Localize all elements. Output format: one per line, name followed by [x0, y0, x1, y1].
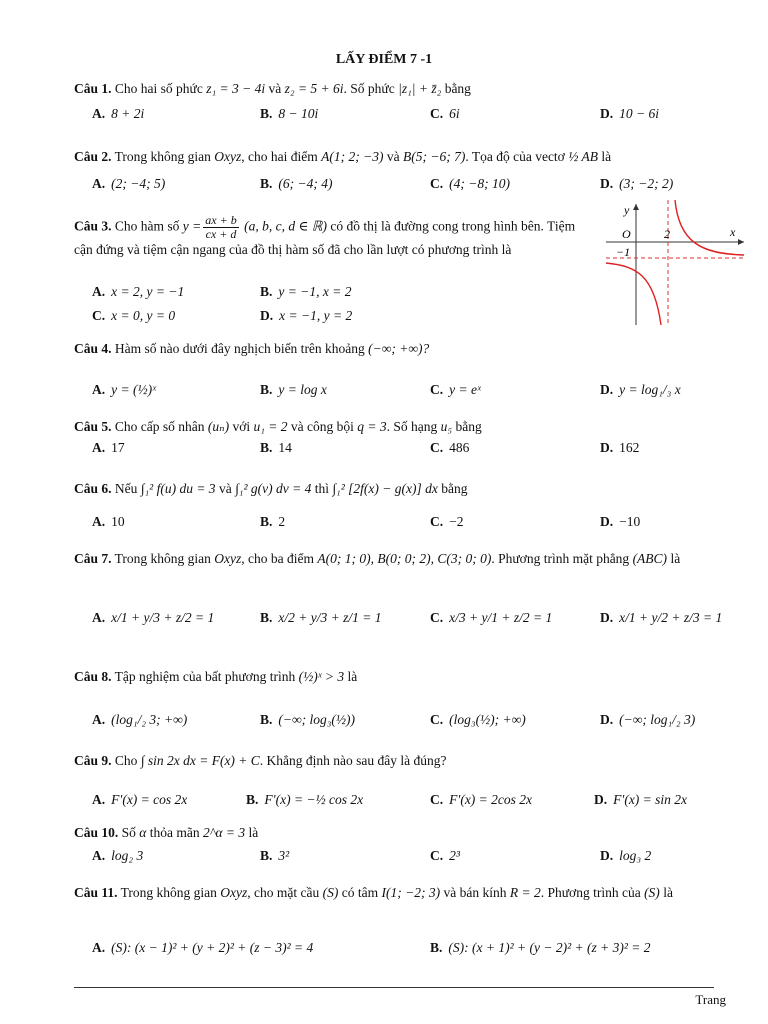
question-3: Câu 3. Cho hàm số y = $\frac{ax + b}{cx + d}$ (a, b, c, d ∈ ℝ) có đồ thị là đường cong trong hình bên. Tiệm cận đứng và tiệm cận ngang của đồ thị hàm số đã cho lần lượt có phương trình là — [74, 213, 576, 257]
question-10: Câu 10. Số α thỏa mãn 2^α = 3 là — [74, 825, 259, 840]
q6-option-c[interactable]: C. −2 — [430, 514, 464, 529]
q7-option-d[interactable]: D. x/1 + y/2 + z/3 = 1 — [600, 610, 723, 625]
question-1: Câu 1. Cho hai số phức z₁ = 3 − 4i và z₂ = 5 + 6i. Số phức |z₁| + z̄₂ bằng — [74, 81, 471, 96]
q1-option-d[interactable]: D. 10 − 6i — [600, 106, 659, 121]
q1-option-c[interactable]: C. 6i — [430, 106, 460, 121]
question-11: Câu 11. Trong không gian Oxyz, cho mặt cầu (S) có tâm I(1; −2; 3) và bán kính R = 2. Phương trình của (S) là — [74, 885, 673, 900]
question-2: Câu 2. Trong không gian Oxyz, cho hai điểm A(1; 2; −3) và B(5; −6; 7). Tọa độ của vectơ ½ AB là — [74, 149, 612, 164]
graph-y-label: y — [624, 203, 630, 217]
q2-option-a[interactable]: A. (2; −4; 5) — [92, 176, 166, 191]
graph-x-label: x — [730, 225, 736, 239]
q8-option-d[interactable]: D. (−∞; log₁/₂ 3) — [600, 712, 696, 727]
graph-y-tick: −1 — [616, 245, 631, 259]
q10-option-d[interactable]: D. log₃ 2 — [600, 848, 652, 863]
q1-option-b[interactable]: B. 8 − 10i — [260, 106, 319, 121]
q3-option-a[interactable]: A. x = 2, y = −1 — [92, 284, 185, 299]
q8-option-b[interactable]: B. (−∞; log₃(½)) — [260, 712, 356, 727]
question-6: Câu 6. Nếu ∫₁² f(u) du = 3 và ∫₁² g(v) dv = 4 thì ∫₁² [2f(x) − g(x)] dx bằng — [74, 481, 468, 496]
q2-option-b[interactable]: B. (6; −4; 4) — [260, 176, 333, 191]
q3-option-d[interactable]: D. x = −1, y = 2 — [260, 308, 353, 323]
q10-option-c[interactable]: C. 2³ — [430, 848, 460, 863]
footer-divider — [74, 987, 714, 988]
q10-option-b[interactable]: B. 3² — [260, 848, 290, 863]
question-4: Câu 4. Hàm số nào dưới đây nghịch biến trên khoảng (−∞; +∞)? — [74, 341, 430, 356]
q5-option-b[interactable]: B. 14 — [260, 440, 292, 455]
page-footer: Trang — [695, 992, 726, 1007]
q4-option-c[interactable]: C. y = eˣ — [430, 382, 481, 397]
q9-option-d[interactable]: D. F′(x) = sin 2x — [594, 792, 688, 807]
q8-option-c[interactable]: C. (log₃(½); +∞) — [430, 712, 526, 727]
q6-option-b[interactable]: B. 2 — [260, 514, 286, 529]
q6-option-d[interactable]: D. −10 — [600, 514, 641, 529]
q2-option-d[interactable]: D. (3; −2; 2) — [600, 176, 674, 191]
question-7: Câu 7. Trong không gian Oxyz, cho ba điểm A(0; 1; 0), B(0; 0; 2), C(3; 0; 0). Phương trình mặt phẳng (ABC) là — [74, 551, 681, 566]
question-8: Câu 8. Tập nghiệm của bất phương trình (½)ˣ > 3 là — [74, 669, 358, 684]
q10-option-a[interactable]: A. log₂ 3 — [92, 848, 144, 863]
question-9: Câu 9. Cho ∫ sin 2x dx = F(x) + C. Khẳng định nào sau đây là đúng? — [74, 753, 447, 768]
graph-origin: O — [622, 227, 631, 241]
q7-option-a[interactable]: A. x/1 + y/3 + z/2 = 1 — [92, 610, 215, 625]
q4-option-b[interactable]: B. y = log x — [260, 382, 327, 397]
graph-x-tick: 2 — [664, 227, 670, 241]
q7-option-b[interactable]: B. x/2 + y/3 + z/1 = 1 — [260, 610, 382, 625]
q7-option-c[interactable]: C. x/3 + y/1 + z/2 = 1 — [430, 610, 553, 625]
q3-option-c[interactable]: C. x = 0, y = 0 — [92, 308, 176, 323]
q5-option-a[interactable]: A. 17 — [92, 440, 125, 455]
q5-option-d[interactable]: D. 162 — [600, 440, 640, 455]
q3-graph — [606, 200, 746, 325]
q4-option-a[interactable]: A. y = (½)ˣ — [92, 382, 156, 397]
q11-option-b[interactable]: B. (S): (x + 1)² + (y − 2)² + (z + 3)² = 2 — [430, 940, 651, 955]
q9-option-a[interactable]: A. F′(x) = cos 2x — [92, 792, 188, 807]
q2-option-c[interactable]: C. (4; −8; 10) — [430, 176, 510, 191]
q1-option-a[interactable]: A. 8 + 2i — [92, 106, 145, 121]
q6-option-a[interactable]: A. 10 — [92, 514, 125, 529]
q5-option-c[interactable]: C. 486 — [430, 440, 470, 455]
q11-option-a[interactable]: A. (S): (x − 1)² + (y + 2)² + (z − 3)² = 4 — [92, 940, 314, 955]
q4-option-d[interactable]: D. y = log₁/₃ x — [600, 382, 681, 397]
question-5: Câu 5. Cho cấp số nhân (uₙ) với u₁ = 2 và công bội q = 3. Số hạng u₅ bằng — [74, 419, 482, 434]
page-title: LẤY ĐIỂM 7 -1 — [335, 52, 433, 67]
q9-option-b[interactable]: B. F′(x) = −½ cos 2x — [246, 792, 364, 807]
q3-option-b[interactable]: B. y = −1, x = 2 — [260, 284, 352, 299]
q9-option-c[interactable]: C. F′(x) = 2cos 2x — [430, 792, 533, 807]
q8-option-a[interactable]: A. (log₁/₂ 3; +∞) — [92, 712, 188, 727]
